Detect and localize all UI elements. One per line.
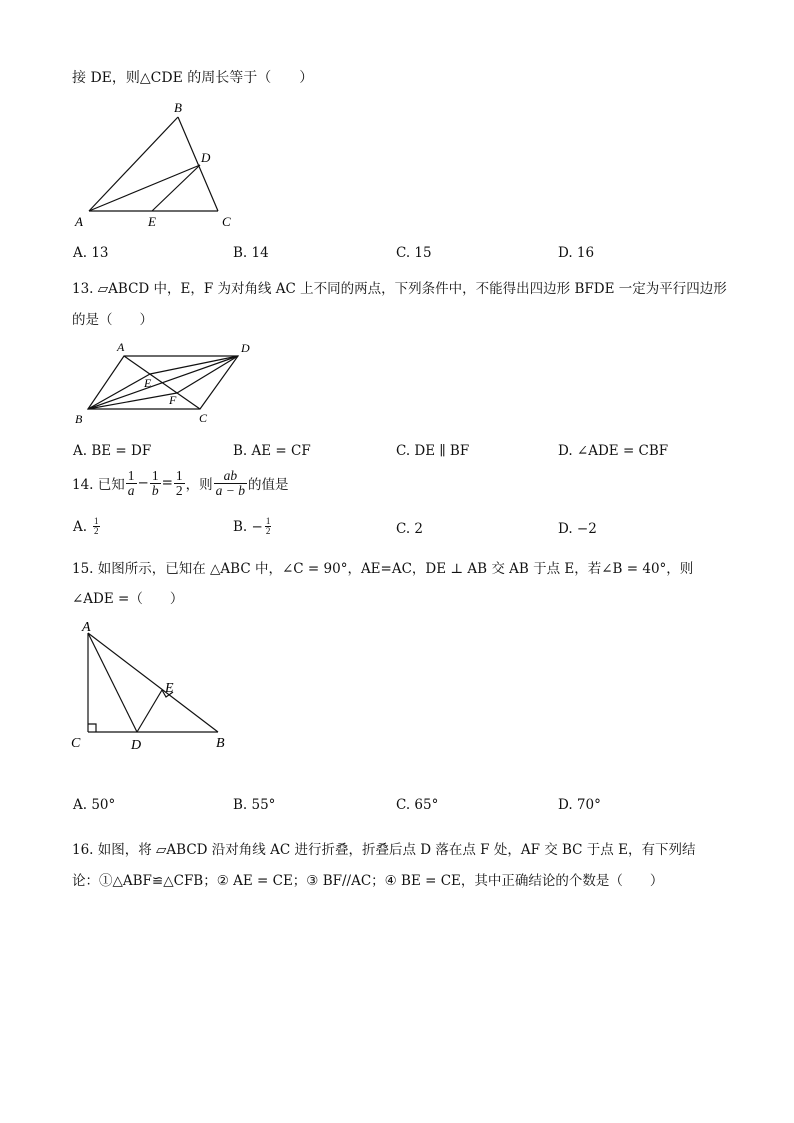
q14-f1-denominator: a: [127, 482, 135, 498]
q14-option-a-num: 1: [94, 516, 99, 526]
q15-option-d: D. 70°: [558, 797, 601, 813]
q14-f3-denominator: 2: [175, 482, 183, 498]
q13-label-c: C: [199, 411, 208, 425]
q13-option-b: B. AE = CF: [233, 443, 311, 459]
q12-label-b: B: [174, 100, 182, 115]
q14-option-a-fraction: [93, 517, 100, 536]
q14-minus: −: [137, 475, 149, 491]
q14-option-b-label: B. −: [233, 518, 263, 535]
q14-option-a-den: 2: [94, 526, 99, 536]
q14-option-b-num: 1: [265, 516, 271, 526]
q14-f3-numerator: 1: [175, 468, 183, 483]
q14-option-d: D. −2: [558, 521, 597, 537]
q14-fraction-1-over-2: [174, 469, 185, 497]
q16-stem-line1: 16. 如图，将 ▱ABCD 沿对角线 AC 进行折叠，折叠后点 D 落在点 F 处，AF 交 BC 于点 E，有下列结: [72, 842, 696, 858]
q15-label-b: B: [216, 736, 225, 751]
q14-fraction-ab-over-a-minus-b: [214, 469, 247, 497]
q12-label-e: E: [148, 214, 156, 229]
q13-label-e: E: [144, 376, 152, 390]
q13-label-b: B: [75, 412, 83, 426]
q13-option-c: C. DE ∥ BF: [396, 443, 470, 459]
q13-stem-line1: 13. ▱ABCD 中，E，F 为对角线 AC 上不同的两点，下列条件中，不能得出四边形 BFDE 一定为平行四边形: [72, 281, 727, 297]
q14-option-b-den: 2: [265, 526, 271, 536]
q14-option-a-label: A.: [73, 518, 88, 535]
q12-stem-tail: 接 DE，则△CDE 的周长等于（ ）: [72, 70, 314, 86]
q14-option-c: C. 2: [396, 521, 424, 537]
q14-f4-numerator: ab: [223, 468, 238, 483]
q15-label-d: D: [131, 738, 142, 753]
q14-fraction-1-over-a: [126, 469, 137, 497]
q14-option-b-fraction: [265, 517, 272, 536]
q13-option-d: D. ∠ADE = CBF: [558, 443, 669, 459]
q14-prefix: 14. 已知: [72, 477, 125, 493]
q15-option-c: C. 65°: [396, 797, 439, 813]
q13-label-f: F: [169, 393, 177, 407]
q12-label-a: A: [75, 214, 83, 229]
q14-mid-text: ，则: [185, 477, 213, 493]
q14-fraction-1-over-b: [150, 469, 161, 497]
q15-label-a: A: [82, 620, 91, 635]
q14-f2-numerator: 1: [151, 468, 159, 483]
q14-f4-denominator: a − b: [215, 482, 246, 498]
q13-label-d: D: [241, 341, 250, 355]
q13-label-a: A: [117, 340, 125, 354]
q12-option-a: A. 13: [73, 245, 109, 261]
q12-option-b: B. 14: [233, 245, 269, 261]
q15-label-e: E: [165, 681, 174, 696]
q14-f2-denominator: b: [151, 482, 159, 498]
q15-option-b: B. 55°: [233, 797, 276, 813]
q14-stem: [72, 469, 289, 497]
q14-f1-numerator: 1: [127, 468, 135, 483]
q12-option-c: C. 15: [396, 245, 432, 261]
q12-label-c: C: [222, 214, 231, 229]
q14-option-b: [233, 517, 271, 536]
q13-option-a: A. BE = DF: [73, 443, 152, 459]
q13-parallelogram-figure: [70, 335, 270, 430]
q13-stem-line2: 的是（ ）: [72, 312, 153, 328]
q12-option-d: D. 16: [558, 245, 595, 261]
q15-label-c: C: [71, 736, 81, 751]
q14-option-a: [73, 517, 100, 536]
q14-suffix: 的值是: [248, 477, 289, 493]
q15-stem-line1: 15. 如图所示，已知在 △ABC 中，∠C = 90°，AE=AC，DE ⊥ AB 交 AB 于点 E，若∠B = 40°，则: [72, 561, 694, 577]
q15-stem-line2: ∠ADE =（ ）: [72, 591, 184, 607]
q12-label-d: D: [201, 150, 211, 165]
q14-equals: =: [161, 475, 173, 491]
q15-option-a: A. 50°: [73, 797, 116, 813]
q15-right-triangle-figure: [68, 614, 238, 759]
q12-triangle-figure: [70, 95, 240, 235]
q16-stem-line2: 论：①△ABF≌△CFB；② AE = CE；③ BF//AC；④ BE = CE，其中正确结论的个数是（ ）: [72, 873, 664, 889]
